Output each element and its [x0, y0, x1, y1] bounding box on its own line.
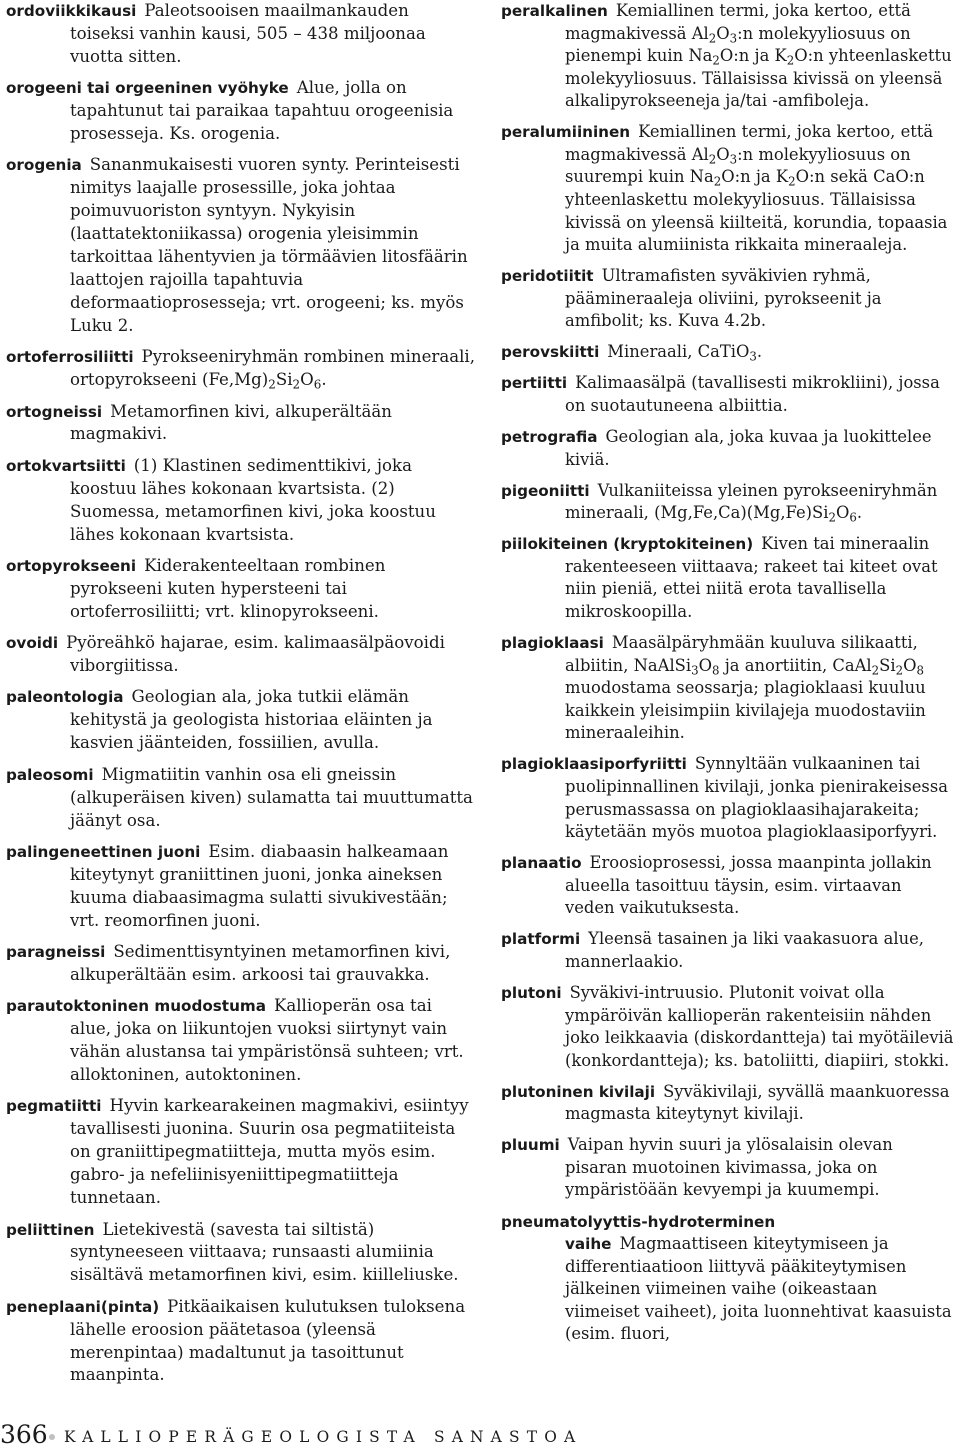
glossary-entry — [501, 0, 956, 113]
footer-separator-dot — [49, 1434, 55, 1440]
glossary-definition: Vulkaniiteissa yleinen pyrokseeniryhmän mineraali, $(Mg,Fe,Ca)(Mg,Fe)Si_2O_6$. — [565, 480, 938, 525]
glossary-definition: Hyvin karkearakeinen magmakivi, esiintyy tavallisesti juonina. Suurin osa pegmatiiteista on graniittipegmatiitteja, mutta myös esim. gabro- ja nefeliinisyeniittipegmatiitteja tunnetaan. — [70, 1096, 469, 1208]
glossary-term: peridotiitit — [501, 267, 594, 286]
glossary-definition: Kalimaasälpä (tavallisesti mikrokliini), jossa on suotautuneena albiittia. — [565, 373, 940, 415]
glossary-term: planaatio — [501, 854, 582, 873]
glossary-term: palingeneettinen juoni — [6, 842, 201, 861]
subscript: 6 — [313, 377, 322, 392]
glossary-entry — [501, 533, 956, 623]
glossary-term: pertiitti — [501, 374, 568, 393]
glossary-term: pluumi — [501, 1136, 560, 1155]
glossary-term: ortokvartsiitti — [6, 456, 126, 475]
glossary-term: paragneissi — [6, 943, 106, 962]
glossary-definition: Ultramafisten syväkivien ryhmä, päämineraaleja oliviini, pyrokseenit ja amfibolit; ks. Kuva 4.2b. — [565, 266, 882, 331]
glossary-definition: Kallioperän osa tai alue, joka on liikuntojen vuoksi siirtynyt vain vähän alustansa tai ympäristönsä suhteen; vrt. alloktoninen, autoktoninen. — [70, 996, 464, 1085]
glossary-entry — [6, 455, 476, 547]
glossary-definition: Syväkivilaji, syvällä maankuoressa magmasta kiteytynyt kivilaji. — [565, 1081, 950, 1124]
glossary-entry — [501, 480, 956, 525]
glossary-entry — [501, 632, 956, 745]
subscript: 2 — [712, 53, 720, 68]
glossary-definition: Geologian ala, joka tutkii elämän kehitystä ja geologista historiaa eläinten ja kasvien jäänteiden, fossiilien, avulla. — [70, 687, 433, 753]
glossary-definition: Kiven tai mineraalin rakenteeseen viittaava; rakeet tai kiteet ovat niin pieniä, ettei niitä erota tavallisella mikroskoopilla. — [565, 534, 938, 621]
glossary-term: plutoninen kivilaji — [501, 1082, 656, 1101]
glossary-term: petrografia — [501, 428, 598, 447]
glossary-term: perovskiitti — [501, 343, 600, 362]
glossary-entry — [6, 346, 476, 392]
glossary-term: plutoni — [501, 983, 562, 1002]
glossary-entry — [501, 265, 956, 333]
subscript: 2 — [708, 152, 717, 167]
glossary-definition: Sedimenttisyntyinen metamorfinen kivi, alkuperältään esim. arkoosi tai grauvakka. — [70, 942, 451, 984]
glossary-definition: Kiderakenteeltaan rombinen pyrokseeni kuten hypersteeni tai ortoferrosiliitti; vrt. klinopyrokseeni. — [70, 555, 386, 621]
glossary-term: peralkalinen — [501, 2, 608, 20]
glossary-entry — [6, 0, 476, 69]
glossary-entry — [501, 753, 956, 843]
glossary-term: plagioklaasi — [501, 634, 604, 653]
glossary-definition: Pitkäaikaisen kulutuksen tuloksena lähelle eroosion päätetasoa (yleensä merenpintaa) madaltunut ja tasoittunut maanpinta. — [70, 1296, 466, 1385]
subscript: 2 — [786, 53, 795, 68]
glossary-term: ordoviikkikausi — [6, 2, 137, 20]
subscript: 3 — [729, 152, 738, 167]
glossary-definition: Sananmukaisesti vuoren synty. Perinteisesti nimitys laajalle prosessille, joka johtaa poimuvuoriston syntyyn. Nykyisin (laattatektoniikassa) orogenia yleisimmin tarkoittaa lähentyvien ja törmäävien litosfäärin laattojen rajoilla tapahtuvia deformaatioprosesseja; vrt. orogeeni; ks. myös Luku 2. — [70, 155, 468, 335]
glossary-term: peralumiininen — [501, 123, 631, 142]
glossary-entry — [501, 121, 956, 256]
glossary-definition: Esim. diabaasin halkeamaan kiteytynyt graniittinen juoni, jonka aineksen kuuma diabaasimagma sulatti sivukivestään; vrt. reomorfinen juoni. — [70, 841, 449, 930]
glossary-definition: Metamorfinen kivi, alkuperältään magmakivi. — [70, 401, 392, 444]
running-title: KALLIOPERÄGEOLOGISTA SANASTOA — [64, 1428, 583, 1446]
subscript: 2 — [895, 662, 904, 677]
subscript: 8 — [712, 662, 720, 677]
glossary-term: ortopyrokseeni — [6, 556, 137, 575]
glossary-entry — [6, 841, 476, 933]
page-number: 366 — [0, 1420, 48, 1449]
subscript: 2 — [708, 30, 717, 45]
glossary-definition: Yleensä tasainen ja liki vaakasuora alue, mannerlaakio. — [565, 929, 924, 971]
subscript: 8 — [916, 662, 924, 677]
glossary-term: piilokiteinen (kryptokiteinen) — [501, 535, 754, 554]
glossary-term: pneumatolyyttis-hydroterminen vaihe — [501, 1212, 776, 1254]
glossary-entry — [6, 995, 476, 1087]
glossary-entry — [6, 1095, 476, 1210]
glossary-term: pegmatiitti — [6, 1097, 102, 1116]
glossary-entry — [6, 401, 476, 447]
glossary-definition: Kemiallinen termi, joka kertoo, että magmakivessä $Al_2O_3:n$ molekyyliosuus on pienempi kuin $Na_2O:n$ ja $K_2O:n$ yhteenlaskettu molekyyliosuus. Tällaisissa kivissä on yleensä alkalipyrokseeneja ja/tai -amfiboleja. — [565, 1, 952, 111]
glossary-entry — [6, 555, 476, 624]
glossary-term: plagioklaasiporfyriitti — [501, 755, 687, 774]
glossary-term: peneplaani(pinta) — [6, 1297, 160, 1316]
glossary-term: paleontologia — [6, 688, 124, 707]
glossary-entry — [501, 372, 956, 417]
subscript: 2 — [292, 377, 301, 392]
glossary-definition: Maasälpäryhmään kuuluva silikaatti, albiitin, $NaAlSi_3O_8$ ja anortiitin, $CaAl_2Si_2O_8$ muodostama seossarja; plagioklaasi kuuluu kaikkein yleisimpiin kivilajeja muodostaviin mineraaleihin. — [565, 633, 926, 743]
subscript: 3 — [729, 30, 738, 45]
glossary-term: orogeeni tai orgeeninen vyöhyke — [6, 79, 289, 98]
glossary-entry — [6, 1219, 476, 1288]
page-footer — [0, 1421, 960, 1451]
glossary-entry — [501, 1211, 956, 1346]
glossary-entry — [501, 928, 956, 973]
subscript: 2 — [713, 174, 722, 189]
right-column — [501, 0, 956, 1354]
glossary-definition: Eroosioprosessi, jossa maanpinta jollakin alueella tasoittuu täysin, esim. virtaavan veden vaikutuksesta. — [565, 853, 932, 918]
glossary-term: paleosomi — [6, 765, 94, 784]
subscript: 6 — [849, 510, 857, 525]
glossary-entry — [6, 1296, 476, 1388]
glossary-definition: Magmaattiseen kiteytymiseen ja differentiaatioon liittyvä pääkiteytymisen jälkeinen viimeinen vaihe (oikeastaan viimeiset vaiheet), joita luonnehtivat kaasuista (esim. fluori, — [565, 1234, 952, 1344]
glossary-definition: Migmatiitin vanhin osa eli gneissin (alkuperäisen kiven) sulamatta tai muuttumatta jäänyt osa. — [70, 764, 473, 830]
glossary-term: ovoidi — [6, 634, 59, 653]
subscript: 2 — [788, 174, 796, 189]
glossary-entry — [501, 1081, 956, 1126]
subscript: 2 — [871, 662, 880, 677]
glossary-entry — [6, 764, 476, 833]
glossary-definition: Lietekivestä (savesta tai siltistä) syntyneeseen viittaava; runsaasti alumiinia sisältävä metamorfinen kivi, esim. kiilleliuske. — [70, 1219, 459, 1285]
glossary-entry — [6, 154, 476, 337]
glossary-definition: Pyrokseeniryhmän rombinen mineraali, ortopyrokseeni $(Fe,Mg)_2Si_2O_6$. — [70, 347, 475, 392]
glossary-definition: Alue, jolla on tapahtunut tai paraikaa tapahtuu orogeenisia prosesseja. Ks. orogenia. — [70, 78, 454, 144]
left-column — [6, 0, 476, 1396]
glossary-entry — [501, 982, 956, 1072]
subscript: 3 — [691, 662, 699, 677]
subscript: 3 — [749, 349, 757, 364]
glossary-entry — [6, 632, 476, 678]
glossary-entry — [501, 341, 956, 364]
glossary-definition: Kemiallinen termi, joka kertoo, että magmakivessä $Al_2O_3:n$ molekyyliosuus on suurempi kuin $Na_2O:n$ ja $K_2O:n$ sekä CaO:n yhteenlaskettu molekyyliosuus. Tällaisissa kivissä on yleensä kiilteitä, korundia, topaasia ja muita alumiinista rikkaita mineraaleja. — [565, 122, 948, 255]
glossary-definition: Pyöreähkö hajarae, esim. kalimaasälpäovoidi viborgiitissa. — [66, 633, 445, 676]
glossary-entry — [501, 1134, 956, 1202]
glossary-definition: Synnyltään vulkaaninen tai puolipinnallinen kivilaji, jonka pienirakeisessa perusmassassa on plagioklaasihajarakeita; käytetään myös muotoa plagioklaasiporfyyri. — [565, 754, 948, 842]
glossary-term: pigeoniitti — [501, 481, 590, 500]
glossary-definition: (1) Klastinen sedimenttikivi, joka koostuu lähes kokonaan kvartsista. (2) Suomessa, metamorfinen kivi, joka koostuu lähes kokonaan kvartsista. — [70, 455, 436, 544]
glossary-entry — [6, 941, 476, 987]
glossary-entry — [6, 77, 476, 146]
glossary-term: ortogneissi — [6, 402, 103, 421]
glossary-entry — [501, 426, 956, 471]
glossary-term: orogenia — [6, 156, 82, 175]
glossary-entry — [6, 686, 476, 755]
glossary-definition: Mineraali, CaTiO$_3$. — [607, 342, 763, 364]
glossary-entry — [501, 852, 956, 920]
glossary-definition: Paleotsooisen maailmankauden toiseksi vanhin kausi, 505 – 438 miljoonaa vuotta sitten. — [70, 1, 426, 66]
glossary-term: platformi — [501, 930, 581, 949]
glossary-term: peliittinen — [6, 1220, 95, 1239]
subscript: 2 — [828, 510, 836, 525]
glossary-term: parautoktoninen muodostuma — [6, 997, 266, 1016]
glossary-term: ortoferrosiliitti — [6, 348, 134, 367]
glossary-definition: Geologian ala, joka kuvaa ja luokittelee kiviä. — [565, 427, 932, 469]
subscript: 2 — [268, 377, 276, 392]
glossary-definition: Vaipan hyvin suuri ja ylösalaisin olevan pisaran muotoinen kivimassa, joka on ympäristöään kevyempi ja kuumempi. — [565, 1135, 893, 1200]
glossary-definition: Syväkivi-intruusio. Plutonit voivat olla ympäröivän kallioperän rakenteisiin nähden joko leikkaavia (diskordantteja) tai myötäileviä (konkordantteja); ks. batoliitti, diapiiri, stokki. — [565, 982, 954, 1070]
